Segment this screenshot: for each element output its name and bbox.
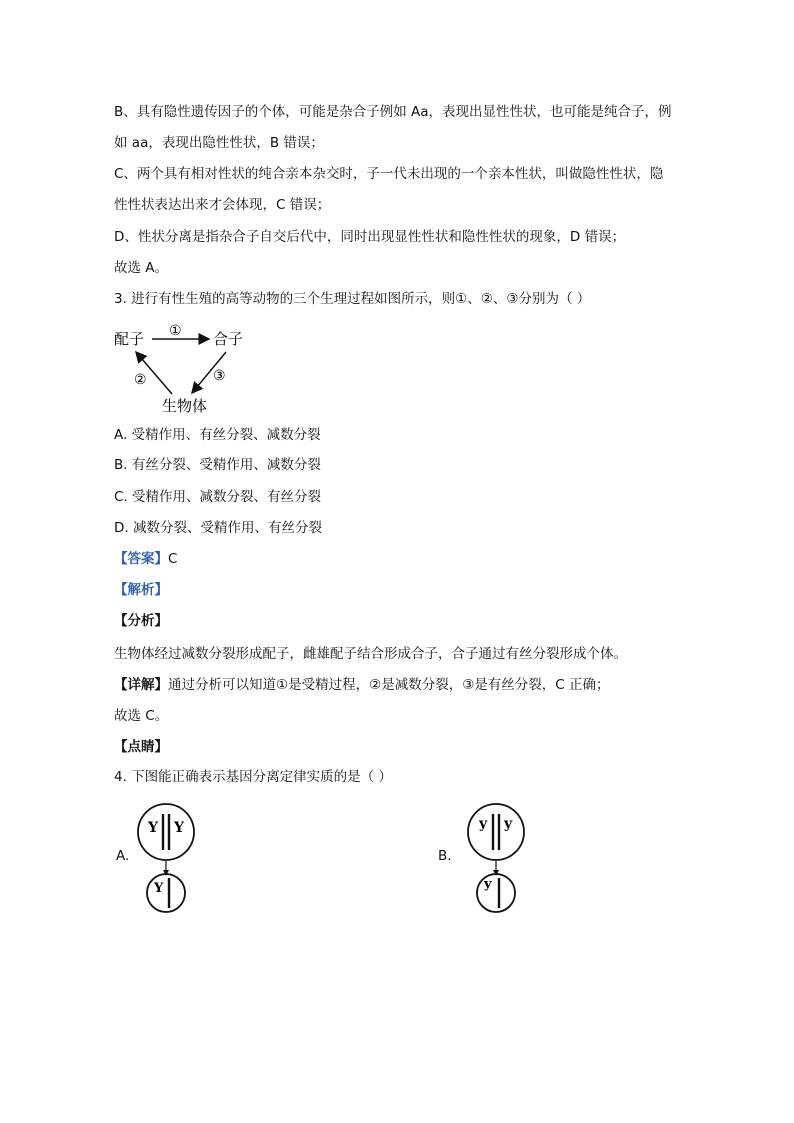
answer-tag: 【答案】 — [114, 551, 168, 567]
q3-option-a: A. 受精作用、有丝分裂、减数分裂 — [114, 427, 321, 443]
question-3-stem: 3. 进行有性生殖的高等动物的三个生理过程如图所示，则①、②、③分别为（ ） — [114, 291, 591, 307]
conclusion-q2: 故选 A。 — [114, 260, 169, 276]
analysis-tag: 【解析】 — [114, 582, 168, 598]
fenxi-tag: 【分析】 — [114, 613, 168, 629]
parent-cell-circle — [138, 804, 194, 860]
node-organism: 生物体 — [162, 397, 208, 415]
q4-option-b-diagram — [464, 800, 534, 916]
q4-option-a-label: A. — [116, 848, 130, 864]
parent-cell-circle — [468, 804, 524, 860]
detail-tag: 【详解】 — [114, 677, 168, 693]
analysis-row — [114, 581, 168, 599]
daughter-cell-circle — [477, 874, 515, 912]
q4-option-b-label: B. — [438, 848, 452, 864]
division-arrow-head — [163, 870, 169, 876]
daughter-allele-label: Y — [154, 881, 164, 896]
allele-label-right: Y — [174, 820, 184, 836]
node-zygote: 合子 — [213, 330, 244, 348]
allele-label-right: y — [504, 816, 513, 832]
answer-row — [114, 550, 177, 568]
detail-text: 通过分析可以知道①是受精过程，②是减数分裂，③是有丝分裂，C 正确； — [168, 677, 610, 693]
daughter-allele-label: y — [484, 877, 492, 892]
question-4-stem: 4. 下图能正确表示基因分离定律实质的是（ ） — [114, 769, 392, 785]
node-gamete: 配子 — [114, 330, 145, 348]
detail-row — [114, 676, 610, 694]
option-c-explanation-line2: 性性状表达出来才会体现，C 错误； — [114, 197, 331, 213]
option-c-explanation-line1: C、两个具有相对性状的纯合亲本杂交时，子一代未出现的一个亲本性状，叫做隐性性状，隐 — [114, 166, 664, 182]
division-arrow-head — [493, 870, 499, 876]
q3-option-d: D. 减数分裂、受精作用、有丝分裂 — [114, 520, 322, 536]
q4-option-a-diagram — [134, 800, 204, 916]
allele-label-left: Y — [148, 820, 158, 836]
option-b-explanation-line1: B、具有隐性遗传因子的个体，可能是杂合子例如 Aa，表现出显性性状，也可能是纯合子，例 — [114, 104, 672, 120]
q3-option-c: C. 受精作用、减数分裂、有丝分裂 — [114, 489, 322, 505]
label-process-3: ③ — [213, 368, 226, 384]
daughter-cell-circle — [147, 874, 185, 912]
option-b-explanation-line2: 如 aa，表现出隐性性状，B 错误； — [114, 135, 324, 151]
label-process-1: ① — [169, 323, 182, 339]
option-d-explanation: D、性状分离是指杂合子自交后代中，同时出现显性性状和隐性性状的现象，D 错误； — [114, 229, 626, 245]
answer-value: C — [168, 551, 178, 567]
reproduction-cycle-diagram — [112, 320, 262, 420]
fenxi-text: 生物体经过减数分裂形成配子，雌雄配子结合形成合子，合子通过有丝分裂形成个体。 — [114, 646, 627, 662]
allele-label-left: y — [479, 816, 488, 832]
label-process-2: ② — [134, 372, 147, 388]
conclusion-q3: 故选 C。 — [114, 708, 169, 724]
comment-tag: 【点睛】 — [114, 739, 168, 755]
q3-option-b: B. 有丝分裂、受精作用、减数分裂 — [114, 457, 321, 473]
